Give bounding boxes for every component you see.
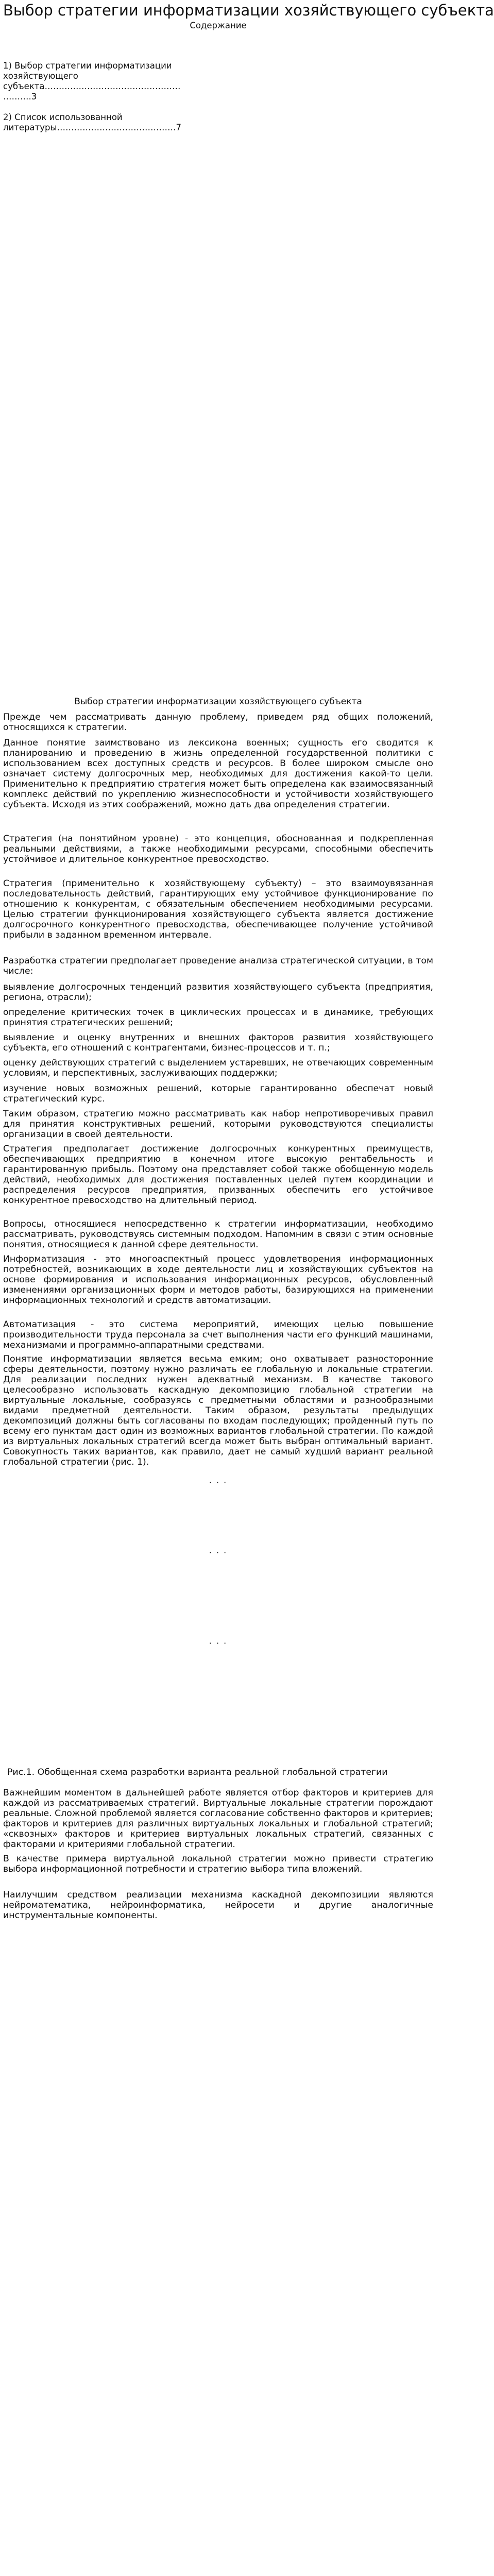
toc-item-1-line-1: 1) Выбор стратегии информатизации <box>3 61 172 71</box>
paragraph: Автоматизация - это система мероприятий, имеющих целью повышение производительности труда персонала за счет выполнения части его функций машинами, механизмами и программно-аппаратными средствами. <box>3 1319 433 1350</box>
toc-item-1-line-3: субъекта………………………………………… <box>3 81 181 91</box>
section-heading: Выбор стратегии информатизации хозяйствующего субъекта <box>74 697 362 707</box>
figure-caption: Рис.1. Обобщенная схема разработки варианта реальной глобальной стратегии <box>7 1767 388 1777</box>
figure-placeholder-dots: · · · <box>209 1548 228 1557</box>
toc-item-2-line-1: 2) Список использованной <box>3 112 123 122</box>
paragraph: выявление и оценку внутренних и внешних факторов развития хозяйствующего субъекта, его отношений с контрагентами, бизнес-процессов и т. п.; <box>3 1032 433 1053</box>
paragraph: изучение новых возможных решений, которые гарантированно обеспечат новый стратегический курс. <box>3 1083 433 1104</box>
toc-item-2-line-2: литературы……………………………………7 <box>3 123 181 132</box>
toc-heading: Содержание <box>190 21 247 30</box>
toc-item-1-line-2: хозяйствующего <box>3 71 78 81</box>
paragraph: оценку действующих стратегий с выделением устаревших, не отвечающих современным условиям, и перспективных, заслуживающих поддержки; <box>3 1058 433 1078</box>
document-title: Выбор стратегии информатизации хозяйствующего субъекта <box>3 2 494 19</box>
paragraph: Информатизация - это многоаспектный процесс удовлетворения информационных потребностей, возникающих в ходе деятельности лиц и хозяйствующих субъектов на основе формирования и использования информационных ресурсов, обусловленный изменениями организационных форм и методов работы, базирующихся на применении информационных технологий и средств автоматизации. <box>3 1254 433 1306</box>
toc-item-1-line-4: ……….3 <box>3 92 37 101</box>
paragraph: Вопросы, относящиеся непосредственно к стратегии информатизации, необходимо рассматривать, руководствуясь системным подходом. Напомним в связи с этим основные понятия, относящиеся к данной сфере деятельности. <box>3 1219 433 1250</box>
paragraph: Таким образом, стратегию можно рассматривать как набор непротиворечивых правил для принятия конструктивных решений, которыми руководствуются специалисты организации в своей деятельности. <box>3 1109 433 1140</box>
paragraph: Данное понятие заимствовано из лексикона военных; сущность его сводится к планированию и проведению в жизнь определенной государственной политики с использованием всех доступных средств и ресурсов. В более широком смысле оно означает систему долгосрочных мер, необходимых для достижения какой-то цели. Применительно к предприятию стратегия может быть определена как взаимосвязанный комплекс действий по укреплению жизнеспособности и устойчивости хозяйствующего субъекта. Исходя из этих соображений, можно дать два определения стратегии. <box>3 738 433 810</box>
paragraph: определение критических точек в циклических процессах и в динамике, требующих принятия стратегических решений; <box>3 1007 433 1028</box>
toc <box>3 61 271 133</box>
paragraph: Разработка стратегии предполагает проведение анализа стратегической ситуации, в том числе: <box>3 956 433 976</box>
paragraph: Стратегия (на понятийном уровне) - это концепция, обоснованная и подкрепленная реальными действиями, а также необходимыми ресурсами, способными обеспечить устойчивое и длительное конкурентное превосходство. <box>3 834 433 865</box>
paragraph: Стратегия (применительно к хозяйствующему субъекту) – это взаимоувязанная последовательность действий, гарантирующих ему устойчивое функционирование по отношению к конкурентам, с обязательным обеспечением необходимыми ресурсами. Целью стратегии функционирования хозяйствующего субъекта является достижение долгосрочного конкурентного превосходства, обеспечивающее получение устойчивой прибыли в заданном временном интервале. <box>3 878 433 940</box>
paragraph: Важнейшим моментом в дальнейшей работе является отбор факторов и критериев для каждой из рассматриваемых стратегий. Виртуальные локальные стратегии порождают реальные. Сложной проблемой является согласование собственно факторов и критериев; факторов и критериев для различных виртуальных локальных и глобальной стратегий; «сквозных» факторов и критериев виртуальных локальных стратегий, связанных с факторами и критериями глобальной стратегии. <box>3 1788 433 1850</box>
paragraph: Понятие информатизации является весьма емким; оно охватывает разносторонние сферы деятельности, поэтому нужно различать ее глобальную и локальные стратегии. Для реализации последних нужен адекватный механизм. В качестве такового целесообразно использовать каскадную декомпозицию глобальной стратегии на виртуальные локальные, сообразуясь с предметными областями и разнообразными видами предметной деятельности. Таким образом, результаты предыдущих декомпозиций должны быть согласованы по входам последующих; пройденный путь по всему его пунктам даст один из возможных вариантов глобальной стратегии. По каждой из виртуальных локальных стратегий всегда может быть выбран оптимальный вариант. Совокупность таких вариантов, как правило, дает не самый худший вариант реальной глобальной стратегии (рис. 1). <box>3 1354 433 1467</box>
paragraph: выявление долгосрочных тенденций развития хозяйствующего субъекта (предприятия, региона, отрасли); <box>3 982 433 1003</box>
figure-placeholder-dots: · · · <box>209 1638 228 1648</box>
paragraph: В качестве примера виртуальной локальной стратегии можно привести стратегию выбора информационной потребности и стратегию выбора типа вложений. <box>3 1854 433 1874</box>
paragraph: Стратегия предполагает достижение долгосрочных конкурентных преимуществ, обеспечивающих предприятию в конечном итоге высокую рентабельность и гарантированную прибыль. Поэтому она представляет собой также обобщенную модель действий, необходимых для достижения поставленных целей путем координации и распределения ресурсов предприятия, призванных обеспечить его устойчивое конкурентное превосходство на длительный период. <box>3 1144 433 1206</box>
paragraph: Прежде чем рассматривать данную проблему, приведем ряд общих положений, относящихся к стратегии. <box>3 712 433 733</box>
paragraph: Наилучшим средством реализации механизма каскадной декомпозиции являются нейроматематика, нейроинформатика, нейросети и другие аналогичные инструментальные компоненты. <box>3 1890 433 1921</box>
figure-placeholder-dots: · · · <box>209 1478 228 1487</box>
